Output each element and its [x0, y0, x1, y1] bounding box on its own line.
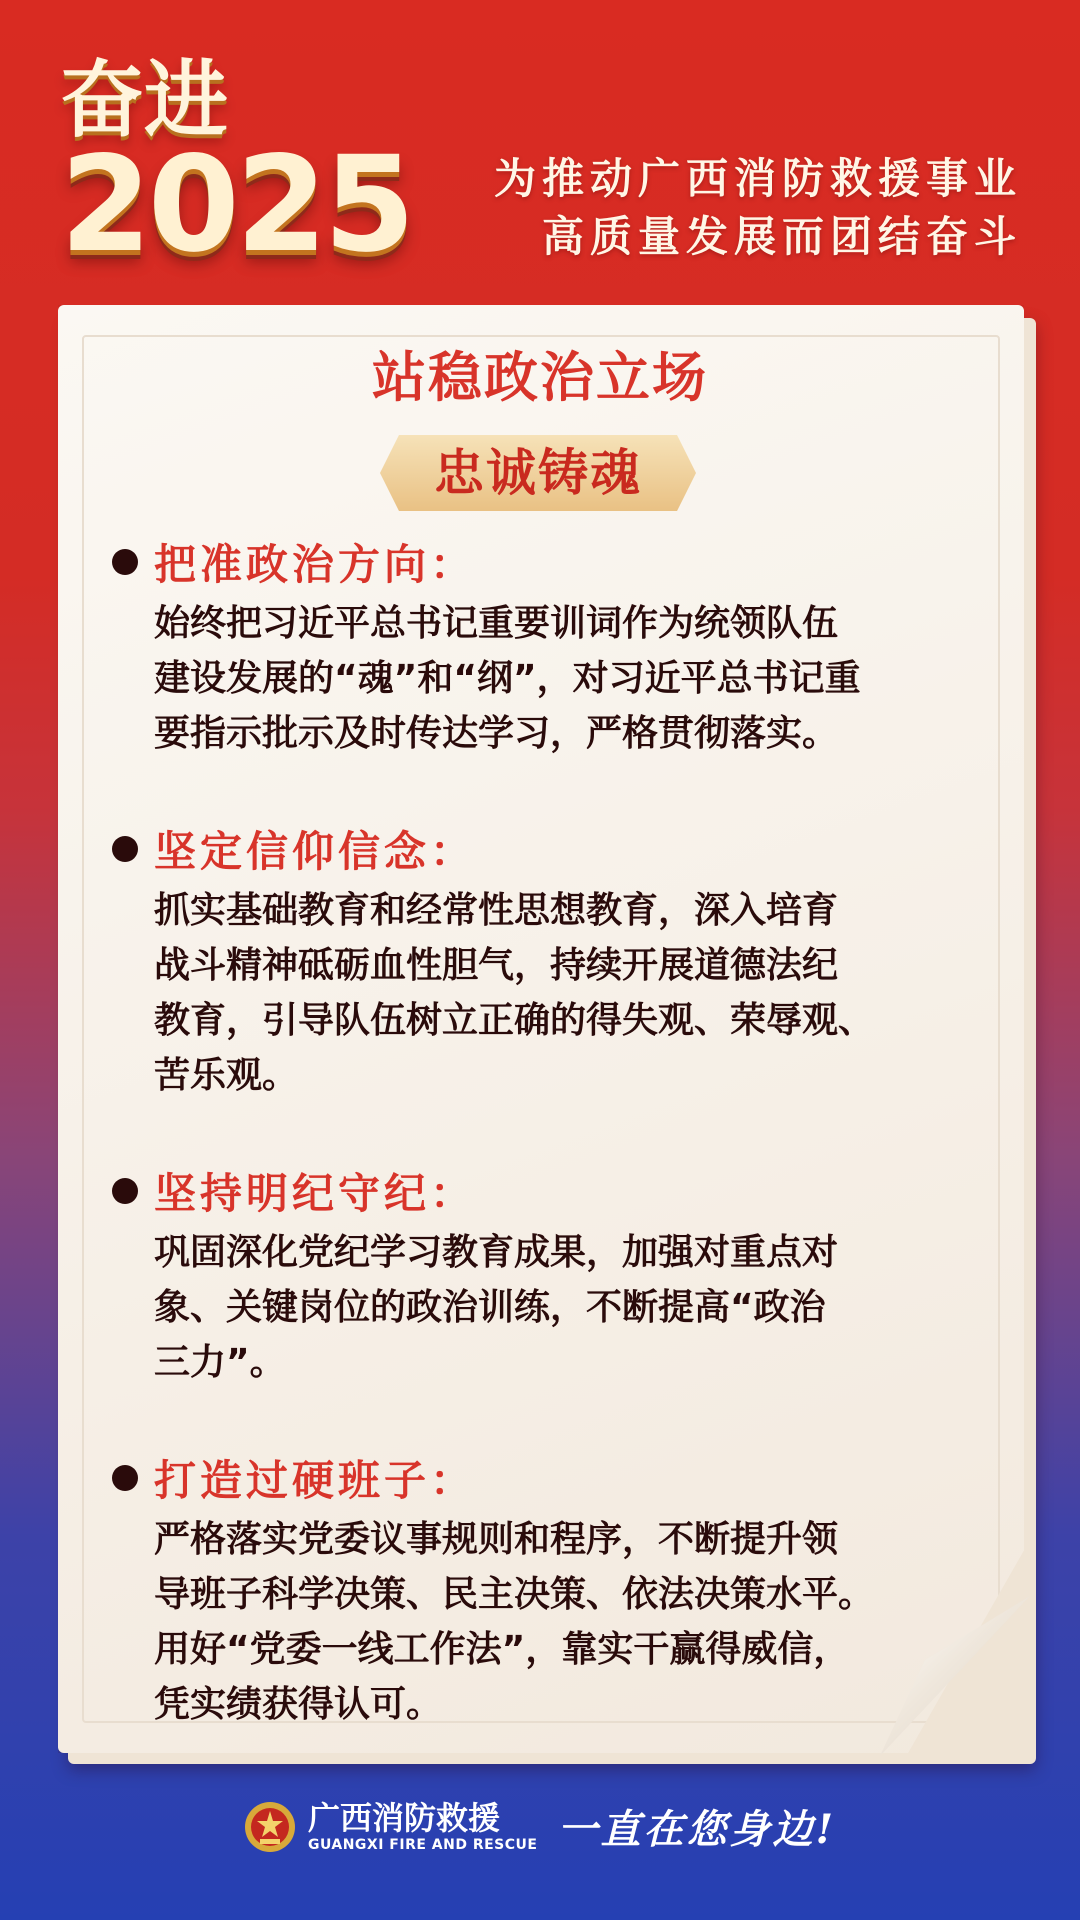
footer — [0, 1798, 1080, 1855]
item-text: 严格落实党委议事规则和程序，不断提升领 导班子科学决策、民主决策、依法决策水平。 用好“党委一线工作法”，靠实干赢得威信， 凭实绩获得认可。 — [154, 1519, 875, 1725]
footer-brand-name: 广西消防救援 — [307, 1798, 500, 1837]
fire-rescue-emblem-icon — [244, 1799, 296, 1855]
item-title: 打造过硬班子： — [154, 1456, 477, 1505]
slogan — [494, 150, 1022, 266]
item-text: 抓实基础教育和经常性思想教育，深入培育 战斗精神砥砺血性胆气，持续开展道德法纪 教育，引导队伍树立正确的得失观、荣辱观、 苦乐观。 — [154, 890, 875, 1096]
slogan-line-2: 高质量发展而团结奋斗 — [541, 212, 1022, 261]
list-item — [112, 819, 992, 1103]
ribbon-label: 忠诚铸魂 — [434, 444, 642, 502]
item-title: 把准政治方向： — [154, 540, 477, 589]
hero-title-year: 2025 — [60, 128, 412, 282]
bullet-icon — [112, 549, 138, 575]
list-item — [112, 1448, 992, 1732]
footer-brand — [308, 1800, 538, 1854]
bullet-icon — [112, 836, 138, 862]
hero-title — [60, 51, 412, 282]
item-title: 坚定信仰信念： — [154, 827, 477, 876]
item-text: 巩固深化党纪学习教育成果，加强对重点对 象、关键岗位的政治训练，不断提高“政治 三力”。 — [154, 1232, 839, 1383]
list-item — [112, 1161, 992, 1390]
bullet-icon — [112, 1465, 138, 1491]
item-text: 始终把习近平总书记重要训词作为统领队伍 建设发展的“魂”和“纲”，对习近平总书记重 要指示批示及时传达学习，严格贯彻落实。 — [154, 603, 861, 754]
item-title: 坚持明纪守纪： — [154, 1169, 477, 1218]
section-title: 站稳政治立场 — [372, 346, 708, 409]
list-item — [112, 532, 992, 761]
footer-brand-en: GUANGXI FIRE AND RESCUE — [307, 1836, 538, 1853]
bullet-icon — [112, 1178, 138, 1204]
footer-tagline: 一直在您身边! — [557, 1806, 837, 1853]
hero-title-top: 奋进 — [60, 51, 229, 149]
slogan-line-1: 为推动广西消防救援事业 — [493, 154, 1022, 203]
item-list — [112, 532, 992, 1790]
